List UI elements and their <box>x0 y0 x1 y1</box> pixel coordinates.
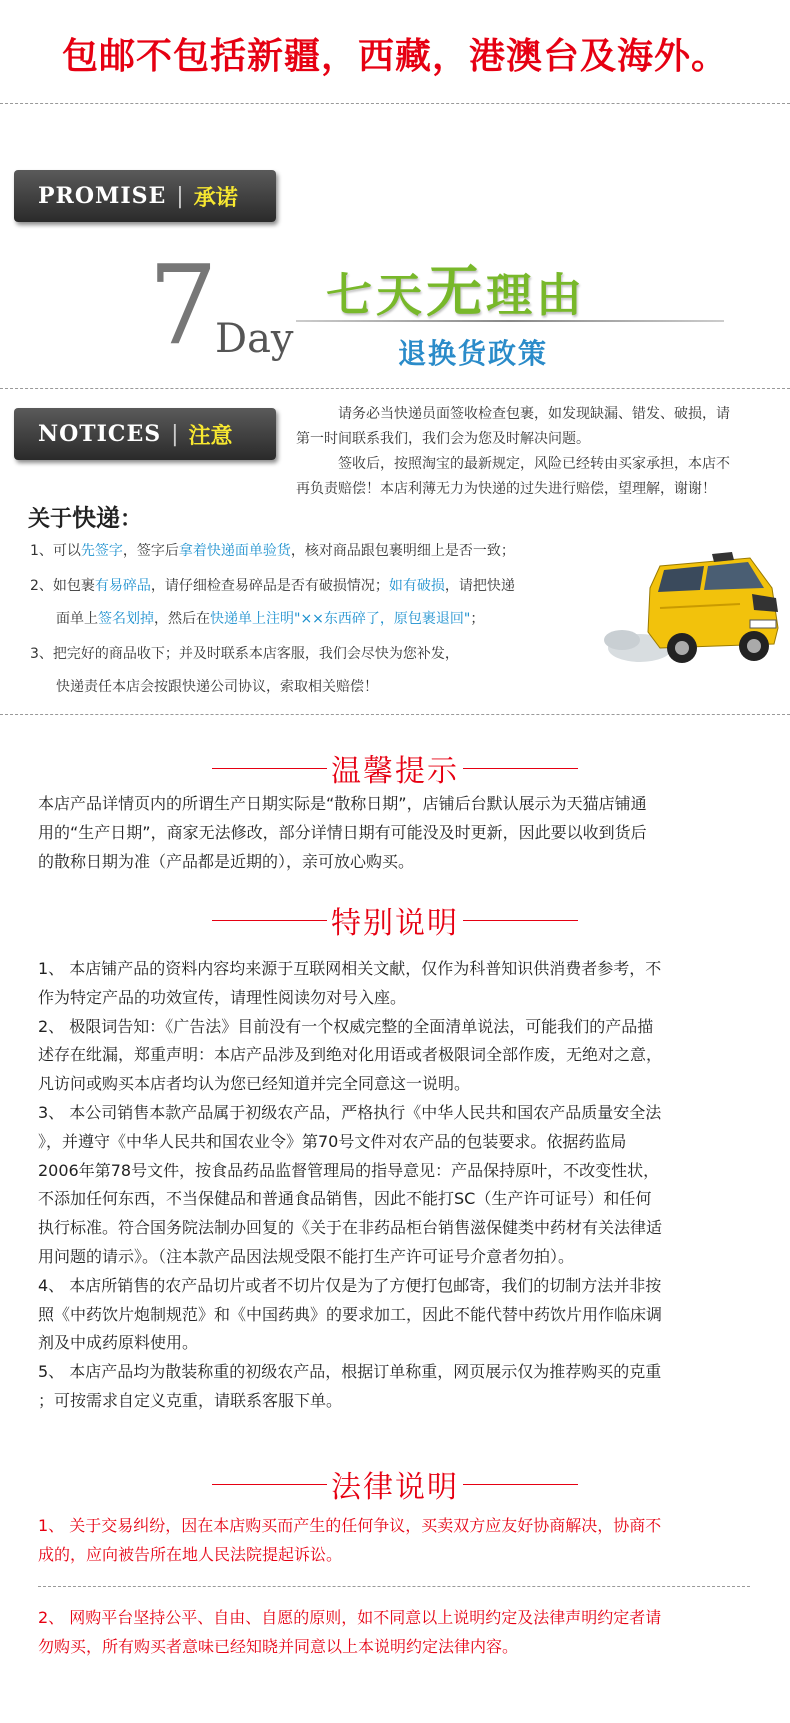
notice-line: 请务必当快递员面签收检查包裹，如发现缺漏、错发、破损，请 <box>338 406 730 422</box>
highlight: 快递单上注明"××东西碎了，原包裹退回" <box>210 611 471 627</box>
promise-tag-cn: 承诺 <box>193 185 238 211</box>
delivery-van-icon <box>600 548 788 676</box>
para-line: 3、 本公司销售本款产品属于初级农产品，严格执行《中华人民共和国农产品质量安全法 <box>38 1102 662 1122</box>
express-title <box>28 498 142 533</box>
text: 2、如包裹 <box>30 578 95 594</box>
legal-text-2 <box>38 1604 778 1662</box>
highlight: 签名划掉 <box>98 611 154 627</box>
para-line: ；可按需求自定义克重，请联系客服下单。 <box>38 1390 343 1410</box>
heading-line <box>463 920 578 921</box>
express-title-c: ： <box>120 507 143 532</box>
heading-line <box>463 768 578 769</box>
notices-text <box>296 402 778 502</box>
slogan-part-3: 理由 <box>486 268 586 322</box>
legal-text-1 <box>38 1512 778 1570</box>
shipping-notice-banner: 包邮不包括新疆，西藏，港澳台及海外。 <box>61 36 728 77</box>
express-item-2 <box>30 575 515 597</box>
day-label: Day <box>215 316 294 362</box>
para-line: 不添加任何东西，不当保健品和普通食品销售，因此不能打SC（生产许可证号）和任何 <box>38 1189 652 1209</box>
notice-line: 再负责赔偿！本店利薄无力为快递的过失进行赔偿，望理解，谢谢！ <box>296 481 716 497</box>
heading-line <box>212 1484 327 1485</box>
divider <box>38 1586 750 1587</box>
para-line: 5、 本店产品均为散装称重的初级农产品，根据订单称重，网页展示仅为推荐购买的克重 <box>38 1362 662 1382</box>
heading-line <box>212 920 327 921</box>
seven-day-slogan <box>326 248 586 328</box>
tag-separator: | <box>176 183 184 209</box>
heading-line <box>212 768 327 769</box>
para-line: 执行标准。符合国务院法制办回复的《关于在非药品柜台销售滋保健类中药材有关法律适 <box>38 1218 663 1238</box>
text: 面单上 <box>56 611 98 627</box>
slogan-part-2: 无 <box>426 260 486 325</box>
para-line: 成的，应向被告所在地人民法院提起诉讼。 <box>38 1544 343 1564</box>
text: ，签字后 <box>122 543 179 559</box>
highlight: 拿着快递面单验货 <box>178 543 291 559</box>
text: 1、可以 <box>30 543 81 559</box>
special-text <box>38 955 778 1416</box>
para-line: 作为特定产品的功效宣传，请理性阅读勿对号入座。 <box>38 987 407 1007</box>
para-line: 用的“生产日期”，商家无法修改，部分详情日期有可能没及时更新，因此要以收到货后 <box>38 822 647 842</box>
slogan-part-1: 七天 <box>326 268 426 322</box>
highlight: 有易碎品 <box>94 578 151 594</box>
warm-tip-heading <box>0 746 790 790</box>
notice-line: 第一时间联系我们，我们会为您及时解决问题。 <box>296 431 590 447</box>
express-item-2-cont <box>56 608 484 630</box>
divider <box>0 103 790 104</box>
special-title: 特别说明 <box>331 906 459 941</box>
heading-line <box>463 1484 578 1485</box>
notices-tag <box>14 408 276 460</box>
text: ，请仔细检查易碎品是否有破损情况； <box>150 578 389 594</box>
warm-tip-title: 温馨提示 <box>331 754 459 789</box>
warm-tip-text <box>38 790 778 876</box>
highlight: 如有破损 <box>388 578 445 594</box>
para-line: 勿购买，所有购买者意味已经知晓并同意以上本说明约定法律内容。 <box>38 1636 519 1656</box>
para-line: 1、 本店铺产品的资料内容均来源于互联网相关文献，仅作为科普知识供消费者参考，不 <box>38 959 662 978</box>
express-item-1 <box>30 540 515 562</box>
para-line: 2、 网购平台坚持公平、自由、自愿的原则，如不同意以上说明约定及法律声明约定者请 <box>38 1608 662 1627</box>
seven-number: 7 <box>148 241 218 369</box>
para-line: 用问题的请示》。（注本款产品因法规受限不能打生产许可证号介意者勿拍）。 <box>38 1246 575 1266</box>
text: ，核对商品跟包裹明细上是否一致； <box>290 543 515 559</box>
notices-tag-en: NOTICES <box>38 421 162 447</box>
text: ； <box>470 611 485 627</box>
para-line: 本店产品详情页内的所谓生产日期实际是“散称日期”，店铺后台默认展示为天猫店铺通 <box>38 794 647 813</box>
divider <box>0 388 790 389</box>
special-heading <box>0 898 790 942</box>
promise-tag-en: PROMISE <box>38 183 167 209</box>
para-line: 》，并遵守《中华人民共和国农业令》第70号文件对农产品的包装要求。依据药监局 <box>38 1131 627 1151</box>
text: ，然后在 <box>154 611 210 627</box>
para-line: 剂及中成药原料使用。 <box>38 1333 199 1353</box>
para-line: 的散称日期为准（产品都是近期的），亲可放心购买。 <box>38 851 415 871</box>
text: ，请把快递 <box>444 578 515 594</box>
tag-separator: | <box>171 421 179 447</box>
express-title-b: 快递 <box>72 504 121 532</box>
express-item-3: 3、把完好的商品收下；并及时联系本店客服，我们会尽快为您补发， <box>30 646 459 662</box>
return-policy-label: 退换货政策 <box>398 337 549 370</box>
legal-heading <box>0 1462 790 1506</box>
highlight: 先签字 <box>80 543 123 559</box>
express-title-a: 关于 <box>28 507 73 532</box>
notices-tag-cn: 注意 <box>188 423 233 449</box>
express-item-3-cont: 快递责任本店会按跟快递公司协议，索取相关赔偿！ <box>56 679 378 695</box>
notice-line: 签收后，按照淘宝的最新规定，风险已经转由买家承担，本店不 <box>338 456 730 472</box>
para-line: 2006年第78号文件，按食品药品监督管理局的指导意见：产品保持原叶，不改变性状， <box>38 1160 660 1180</box>
para-line: 述存在纰漏，郑重声明：本店产品涉及到绝对化用语或者极限词全部作废，无绝对之意， <box>38 1045 663 1065</box>
promise-tag <box>14 170 276 222</box>
para-line: 凡访问或购买本店者均认为您已经知道并完全同意这一说明。 <box>38 1074 471 1094</box>
para-line: 4、 本店所销售的农产品切片或者不切片仅是为了方便打包邮寄，我们的切制方法并非按 <box>38 1275 662 1295</box>
para-line: 2、 极限词告知：《广告法》目前没有一个权威完整的全面清单说法，可能我们的产品描 <box>38 1016 654 1036</box>
legal-title: 法律说明 <box>331 1470 459 1505</box>
para-line: 照《中药饮片炮制规范》和《中国药典》的要求加工，因此不能代替中药饮片用作临床调 <box>38 1304 663 1324</box>
para-line: 1、 关于交易纠纷，因在本店购买而产生的任何争议，买卖双方应友好协商解决，协商不 <box>38 1516 662 1535</box>
divider <box>0 714 790 715</box>
